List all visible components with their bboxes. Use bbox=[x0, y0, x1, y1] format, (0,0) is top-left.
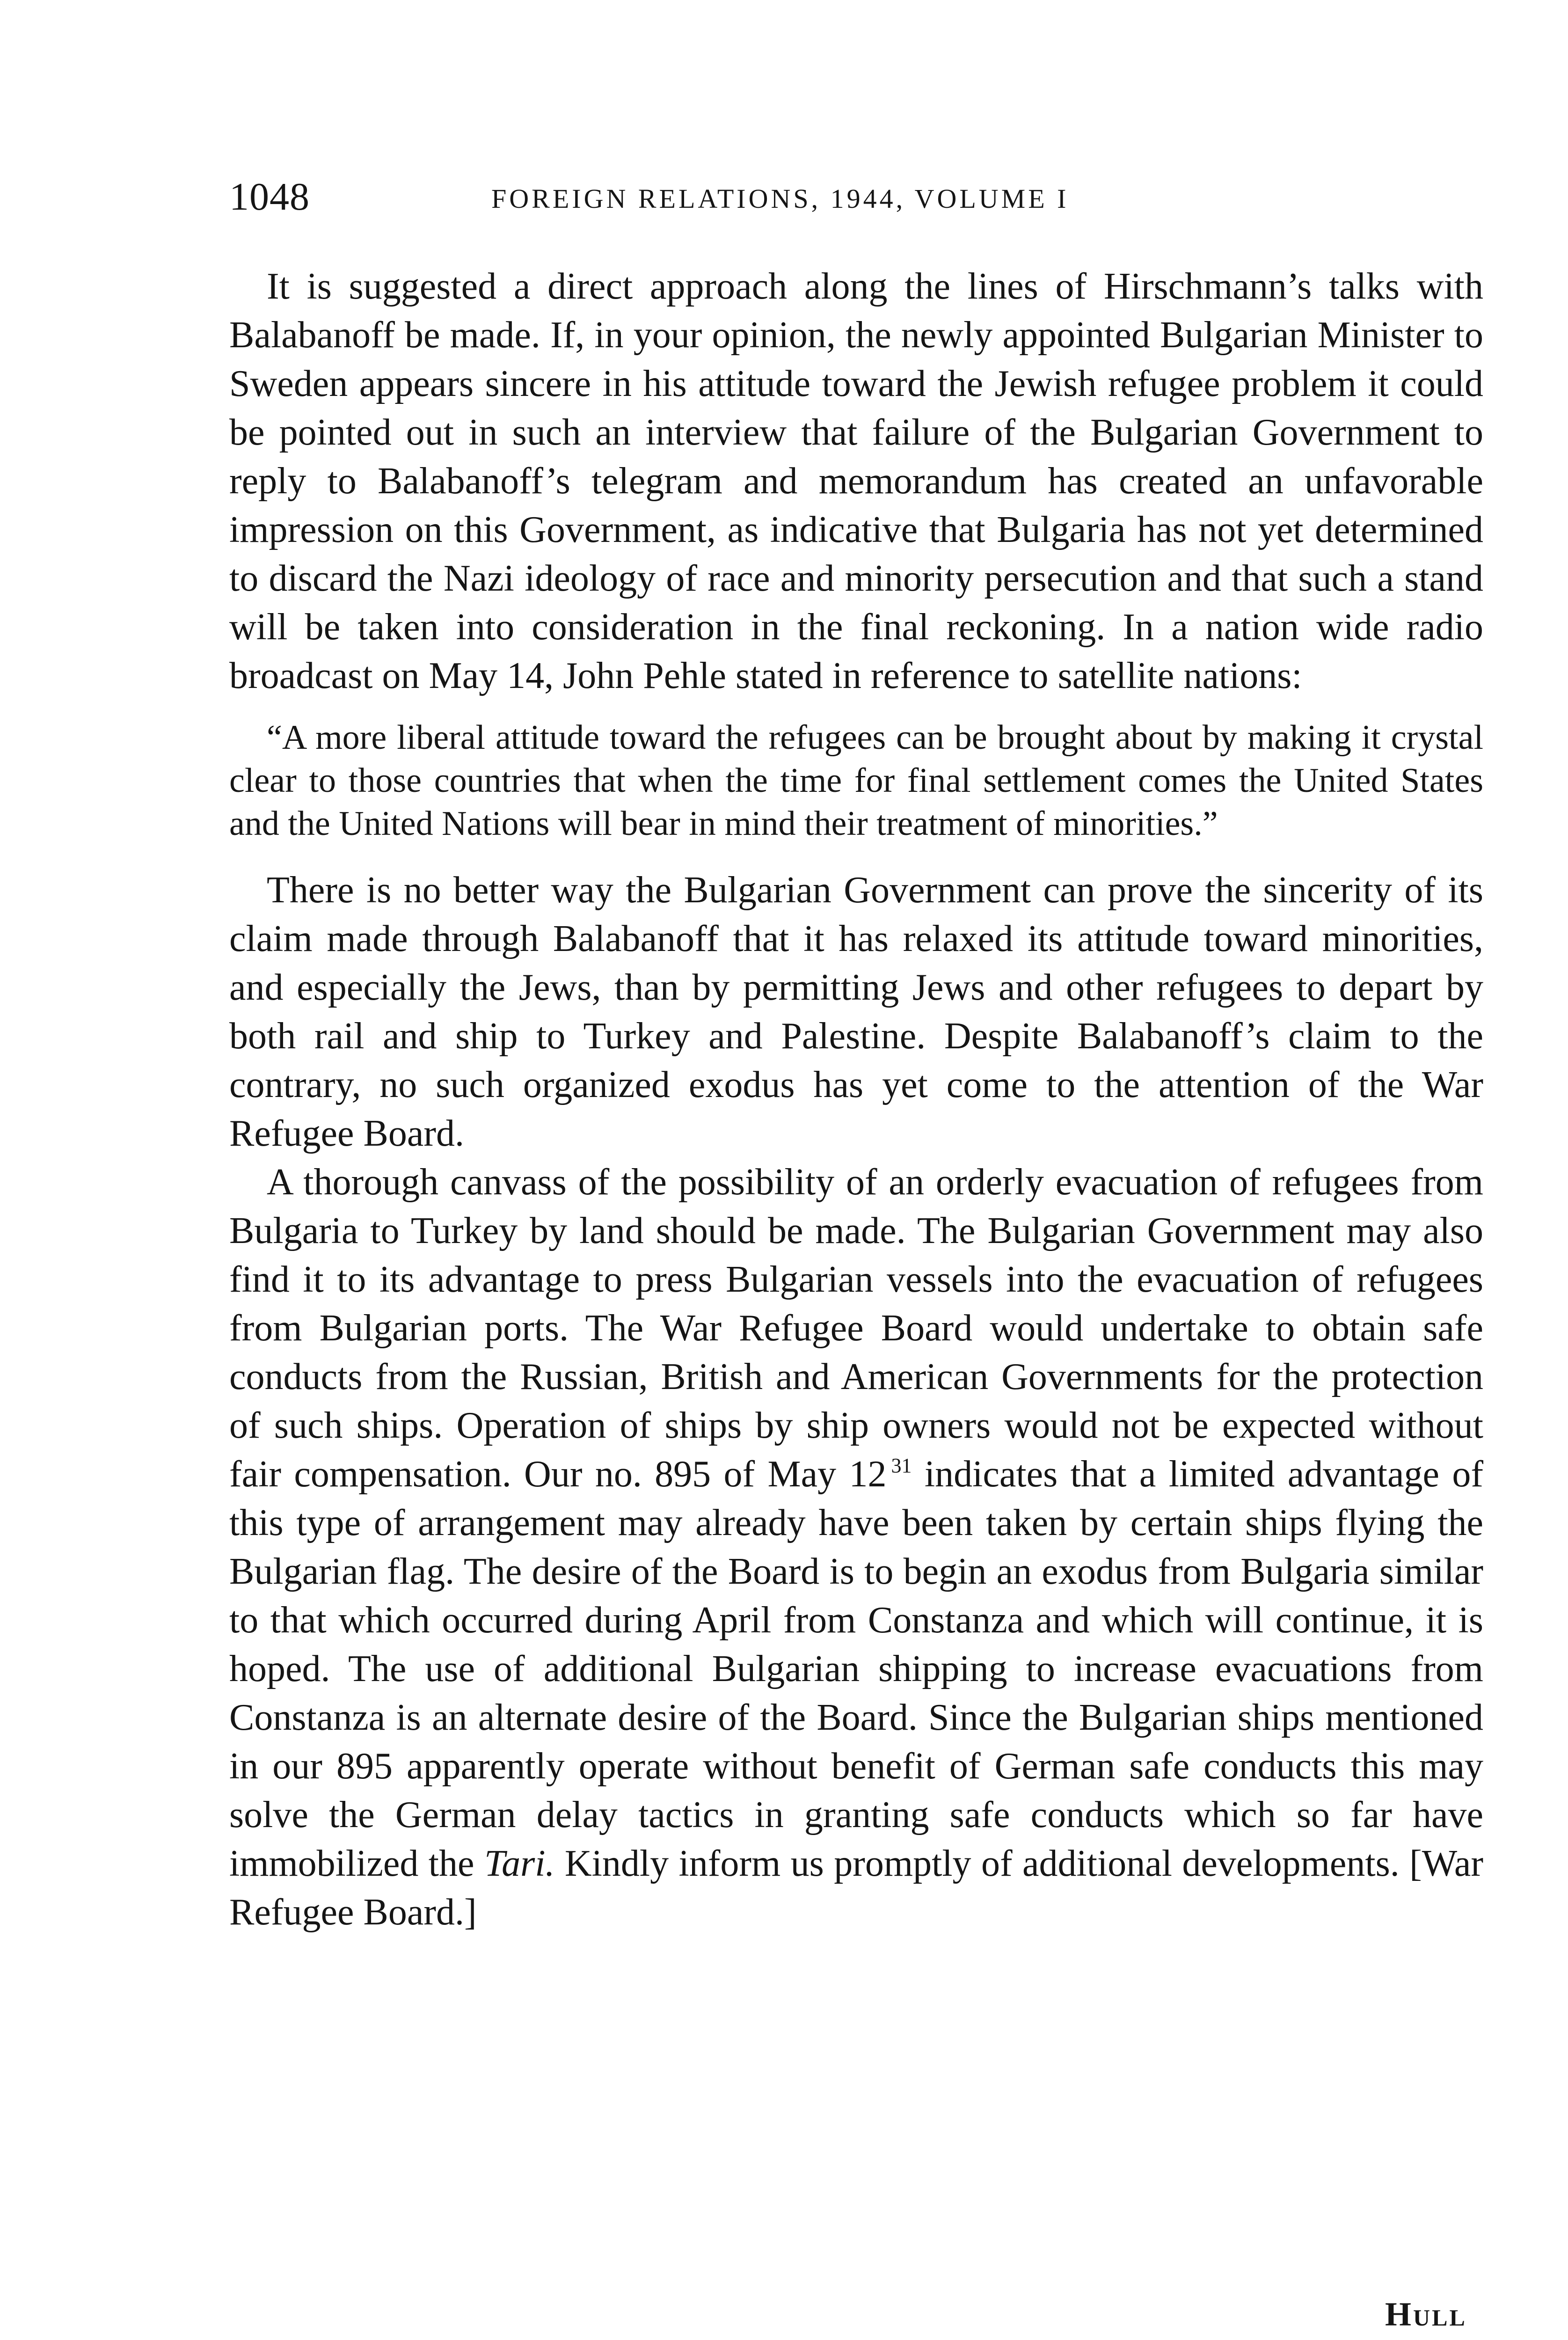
paragraph-3-part-c: Kindly inform us promptly of additional developments. [War Refugee Board.] bbox=[229, 1843, 1484, 1933]
page-header bbox=[229, 176, 1483, 218]
footnote-reference: 31 bbox=[891, 1454, 912, 1477]
block-quote: “A more liberal attitude toward the refugees can be brought about by making it crystal clear to those countries that when the time for final settlement comes the United States and the United Nations will bear in mind their treatment of minorities.” bbox=[229, 718, 1483, 843]
page-number: 1048 bbox=[229, 175, 310, 219]
running-head: FOREIGN RELATIONS, 1944, VOLUME I bbox=[491, 183, 1069, 214]
paragraph-3-part-a: A thorough canvass of the possibility of an orderly evacuation of refugees from Bulgaria to Turkey by land should be made. The Bulgarian Government may also find it to its advantage to press Bulgarian vessels into the evacuation of refugees from Bulgarian ports. The War Refugee Board would undertake to obtain safe conducts from the Russian, British and American Governments for the protection of such ships. Operation of ships by ship owners would not be expected without fair compensation. Our no. 895 of May 12 bbox=[229, 1162, 1483, 1495]
body-text bbox=[229, 262, 1483, 1937]
paragraph-2: There is no better way the Bulgarian Government can prove the sincerity of its claim made through Balabanoff that it has relaxed its attitude toward minorities, and especially the Jews, than by permitting Jews and other refugees to depart by both rail and ship to Turkey and Palestine. Despite Balabanoff’s claim to the contrary, no such organized exodus has yet come to the attention of the War Refugee Board. bbox=[229, 870, 1483, 1154]
paragraph-3 bbox=[229, 1158, 1483, 1937]
ship-name: Tari. bbox=[484, 1843, 555, 1884]
signature: Hull bbox=[1385, 2296, 1467, 2333]
paragraph-1: It is suggested a direct approach along the lines of Hirschmann’s talks with Balabanoff be made. If, in your opinion, the newly appointed Bulgarian Minister to Sweden appears sincere in his attitude toward the Jewish refugee problem it could be pointed out in such an interview that failure of the Bulgarian Government to reply to Balabanoff’s telegram and memorandum has created an unfavorable impression on this Government, as indicative that Bulgaria has not yet determined to discard the Nazi ideology of race and minority persecution and that such a stand will be taken into consideration in the final reckoning. In a nation wide radio broadcast on May 14, John Pehle stated in reference to satellite nations: bbox=[229, 266, 1483, 696]
paragraph-3-part-b: indicates that a limited advantage of this type of arrangement may already have been taken by certain ships flying the Bulgarian flag. The desire of the Board is to begin an exodus from Bulgaria similar to that which occurred during April from Constanza and which will continue, it is hoped. The use of additional Bulgarian shipping to increase evacuations from Constanza is an alternate desire of the Board. Since the Bulgarian ships mentioned in our 895 apparently operate without benefit of German safe conducts this may solve the German delay tactics in granting safe conducts which so far have immobilized the bbox=[229, 1454, 1484, 1884]
